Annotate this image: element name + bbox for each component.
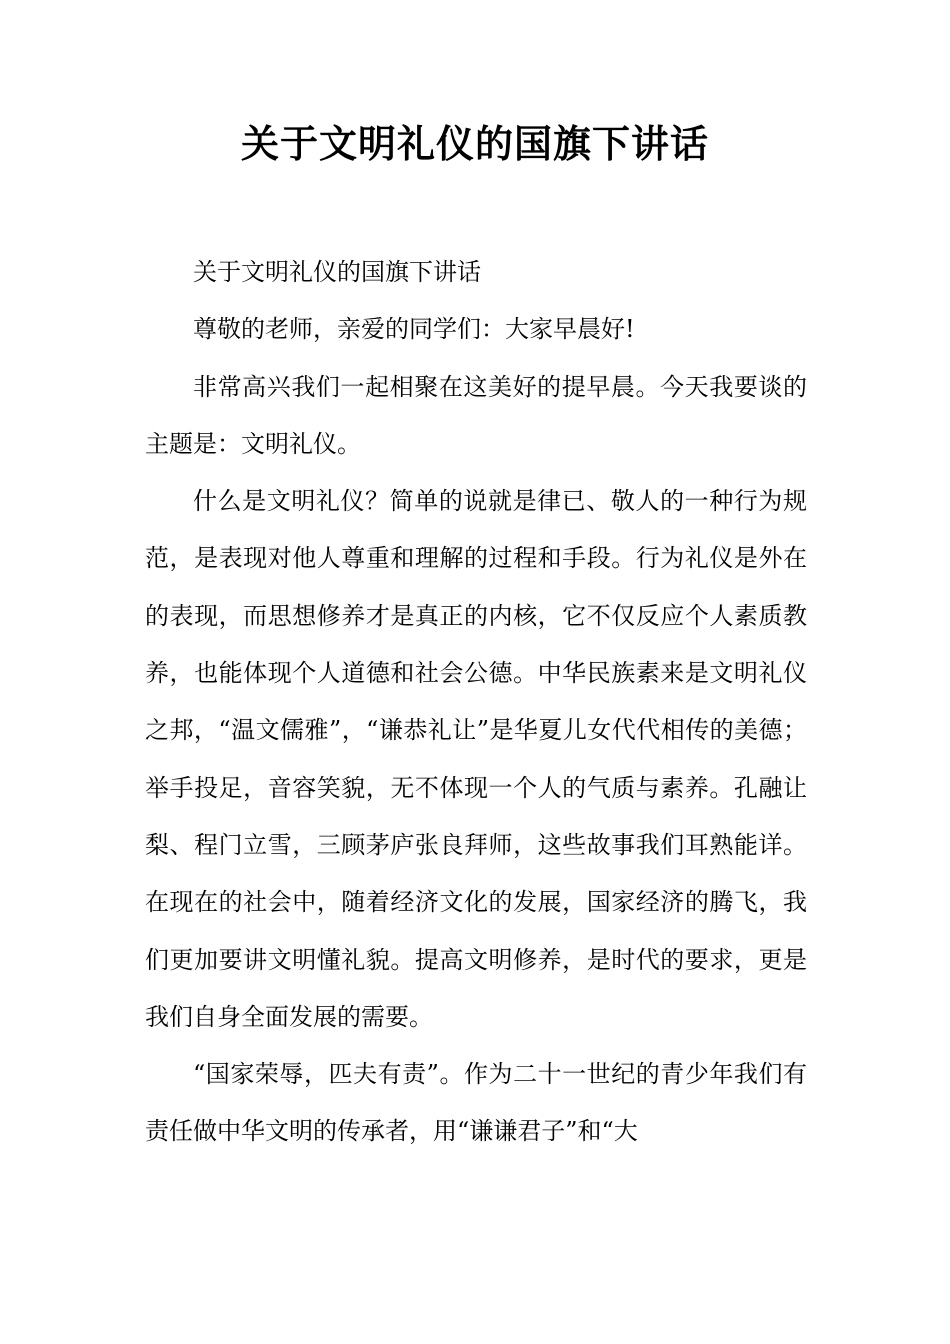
paragraph-subtitle: 关于文明礼仪的国旗下讲话 — [193, 258, 481, 286]
document-body — [145, 244, 807, 1161]
paragraph-definition: 什么是文明礼仪？简单的说就是律已、敬人的一种行为规范，是表现对他人尊重和理解的过程和手段。行为礼仪是外在的表现，而思想修养才是真正的内核，它不仅反应个人素质教养，也能体现个人道德和社会公德。中华民族素来是文明礼仪之邦，“温文儒雅”，“谦恭礼让”是华夏儿女代代相传的美德；举手投足，音容笑貌，无不体现一个人的气质与素养。孔融让梨、程门立雪，三顾茅庐张良拜师，这些故事我们耳熟能详。在现在的社会中，随着经济文化的发展，国家经济的腾飞，我们更加要讲文明懂礼貌。提高文明修养，是时代的要求，更是我们自身全面发展的需要。 — [145, 487, 807, 1031]
paragraph-intro: 非常高兴我们一起相聚在这美好的提早晨。今天我要谈的主题是：文明礼仪。 — [145, 372, 807, 458]
paragraph-greeting: 尊敬的老师，亲爱的同学们：大家早晨好! — [193, 315, 635, 344]
paragraph-responsibility: “国家荣辱，匹夫有责”。作为二十一世纪的青少年我们有责任做中华文明的传承者，用“谦谦君子”和“大 — [145, 1060, 807, 1146]
document-title: 关于文明礼仪的国旗下讲话 — [240, 121, 709, 166]
